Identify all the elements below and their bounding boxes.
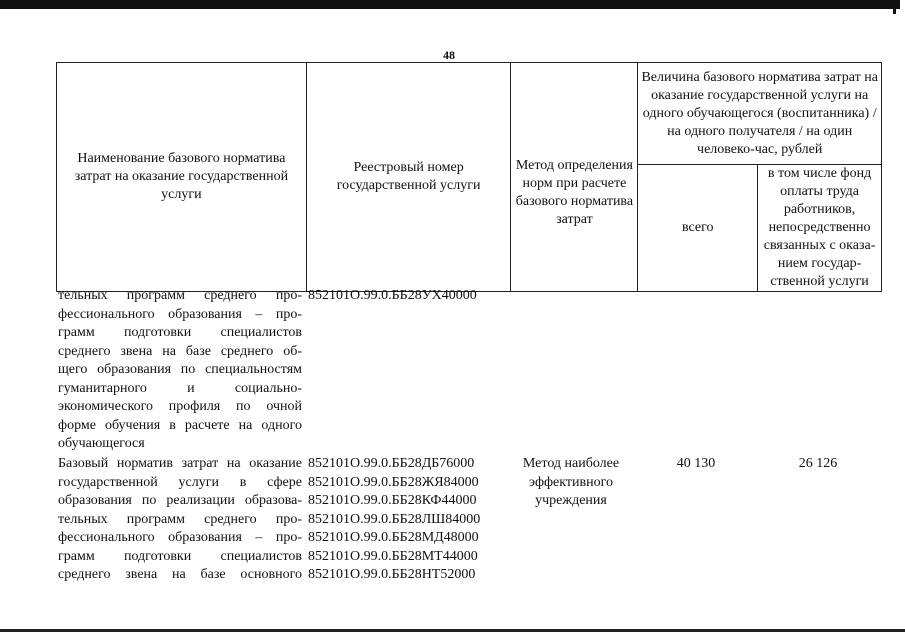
table-header xyxy=(56,62,882,292)
row2-method: Метод наиболее эффективного учреждения xyxy=(522,456,620,508)
header-name: Наименование базового норматива затрат на оказание государственной услуги xyxy=(57,63,307,292)
page-number: 48 xyxy=(443,48,455,62)
registry-code: 852101О.99.0.ББ28МД48000 xyxy=(308,530,479,545)
text-line: щего образования по специальностям xyxy=(58,362,302,377)
row1-name xyxy=(58,287,302,454)
corner-mark xyxy=(893,0,896,14)
text-line: фессионального образования – про- xyxy=(58,306,302,322)
text-line: образования по реализации образова- xyxy=(58,493,302,508)
registry-code: 852101О.99.0.ББ28ЖЯ84000 xyxy=(308,474,479,490)
text-line: тельных программ среднего про- xyxy=(58,288,302,303)
registry-code: 852101О.99.0.ББ28КФ44000 xyxy=(308,493,477,508)
row2-labor-fund: 26 126 xyxy=(798,456,838,471)
text-line: гуманитарного и социально- xyxy=(58,380,302,396)
bottom-border xyxy=(0,629,905,632)
text-line: Базовый норматив затрат на оказание xyxy=(58,456,302,471)
row1-registry-codes xyxy=(308,287,508,306)
text-line: форме обучения в расчете на одного xyxy=(58,417,302,433)
text-line: фессионального образования – про- xyxy=(58,530,302,545)
text-line: экономического профиля по очной xyxy=(58,399,302,414)
row2-total: 40 130 xyxy=(676,456,716,471)
top-border xyxy=(0,0,900,9)
text-line: среднего звена на базе основного xyxy=(58,567,302,582)
header-total: всего xyxy=(638,165,758,292)
text-line: среднего звена на базе среднего об- xyxy=(58,343,302,359)
registry-code: 852101О.99.0.ББ28ЛШ84000 xyxy=(308,511,481,527)
header-method: Метод определения норм при расчете базового норматива затрат xyxy=(511,63,638,292)
row2-name xyxy=(58,455,302,585)
registry-code: 852101О.99.0.ББ28МТ44000 xyxy=(308,548,478,564)
header-registry-number: Реестровый номер государственной услуги xyxy=(306,63,511,292)
registry-code: 852101О.99.0.ББ28ДБ76000 xyxy=(308,456,475,471)
text-line: грамм подготовки специалистов xyxy=(58,548,302,564)
text-line: тельных программ среднего про- xyxy=(58,511,302,527)
header-labor-fund: в том числе фонд оплаты труда работников, непосредственно связанных с оказа-нием государ-ственной услуги xyxy=(758,165,882,292)
registry-code: 852101О.99.0.ББ28НТ52000 xyxy=(308,567,476,582)
header-norm-value: Величина базового норматива затрат на оказание государственной услуги на одного обучающегося (воспитанника) / на одного получателя / на один человеко-час, рублей xyxy=(638,63,882,165)
text-line: грамм подготовки специалистов xyxy=(58,325,302,340)
text-line: обучающегося xyxy=(58,436,145,451)
text-line: государственной услуги в сфере xyxy=(58,474,302,490)
row2-registry-codes xyxy=(308,455,508,585)
registry-code: 852101О.99.0.ББ28УХ40000 xyxy=(308,288,477,303)
